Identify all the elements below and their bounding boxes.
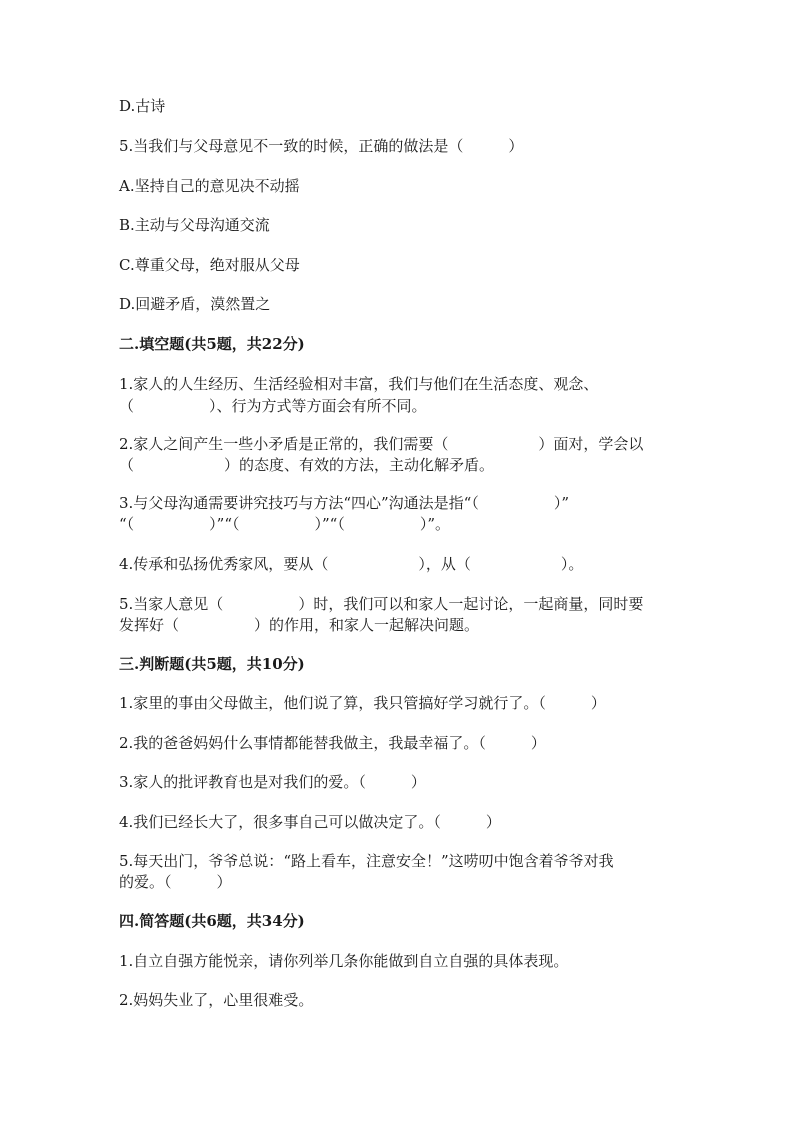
s2-q1-line2: （ ）、行为方式等方面会有所不同。: [119, 397, 427, 415]
s2-q1-line1: 1.家人的人生经历、生活经验相对丰富，我们与他们在生活态度、观念、: [119, 375, 599, 393]
s4-q2: 2.妈妈失业了，心里很难受。: [119, 991, 314, 1009]
q5-option-c: C.尊重父母，绝对服从父母: [119, 256, 300, 274]
s2-q3-line2: “（ ）”“（ ）”“（ ）”。: [119, 515, 451, 533]
q5-option-a: A.坚持自己的意见决不动摇: [119, 177, 300, 195]
s2-q2-line1: 2.家人之间产生一些小矛盾是正常的，我们需要（ ）面对，学会以: [119, 435, 644, 453]
section3-heading: 三.判断题(共5题，共10分): [119, 655, 305, 673]
q5-option-d: D.回避矛盾，漠然置之: [119, 295, 271, 313]
s3-q2: 2.我的爸爸妈妈什么事情都能替我做主，我最幸福了。（ ）: [119, 734, 546, 752]
s3-q3: 3.家人的批评教育也是对我们的爱。（ ）: [119, 773, 426, 791]
s4-q1: 1.自立自强方能悦亲，请你列举几条你能做到自立自强的具体表现。: [119, 952, 569, 970]
q1-option-d: D.古诗: [119, 97, 166, 115]
s2-q5-line1: 5.当家人意见（ ）时，我们可以和家人一起讨论，一起商量，同时要: [119, 595, 644, 613]
q5-option-b: B.主动与父母沟通交流: [119, 216, 270, 234]
s2-q5-line2: 发挥好（ ）的作用，和家人一起解决问题。: [119, 616, 480, 634]
s3-q4: 4.我们已经长大了，很多事自己可以做决定了。（ ）: [119, 813, 501, 831]
s3-q5-line1: 5.每天出门，爷爷总说：“路上看车，注意安全！”这唠叨中饱含着爷爷对我: [119, 852, 614, 870]
s3-q5-line2: 的爱。（ ）: [119, 873, 232, 891]
s2-q3-line1: 3.与父母沟通需要讲究技巧与方法“四心”沟通法是指“（ ）”: [119, 494, 569, 512]
s2-q4-line1: 4.传承和弘扬优秀家风，要从（ ），从（ ）。: [119, 555, 584, 573]
section2-heading: 二.填空题(共5题，共22分): [119, 335, 305, 353]
q5-stem: 5.当我们与父母意见不一致的时候，正确的做法是（ ）: [119, 137, 524, 155]
s2-q2-line2: （ ）的态度、有效的方法，主动化解矛盾。: [119, 456, 495, 474]
section4-heading: 四.简答题(共6题，共34分): [119, 912, 305, 930]
s3-q1: 1.家里的事由父母做主，他们说了算，我只管搞好学习就行了。（ ）: [119, 694, 606, 712]
